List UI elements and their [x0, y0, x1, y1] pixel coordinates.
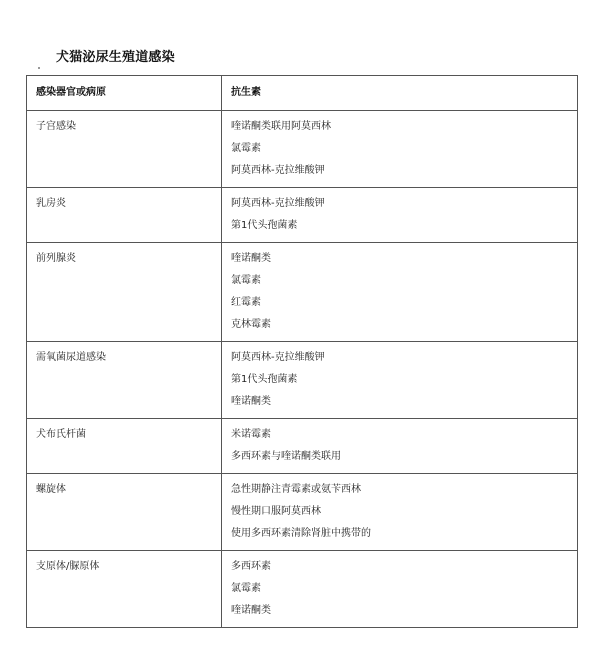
table-row [27, 342, 578, 419]
antibiotic-item: 氯霉素 [231, 583, 261, 594]
antibiotics-cell [222, 342, 578, 419]
stray-mark [38, 67, 40, 69]
table-row [27, 551, 578, 628]
antibiotic-item: 红霉素 [231, 297, 261, 308]
antibiotic-item: 喹诺酮类 [231, 396, 271, 407]
infection-cell: 支原体/脲原体 [27, 551, 222, 628]
header-antibiotics: 抗生素 [222, 76, 578, 111]
antibiotic-item: 多西环素与喹诺酮类联用 [231, 451, 341, 462]
page-title: 犬猫泌尿生殖道感染 [56, 50, 175, 65]
antibiotic-item: 阿莫西林-克拉维酸钾 [231, 352, 325, 363]
antibiotics-cell [222, 551, 578, 628]
antibiotic-item: 第1代头孢菌素 [231, 374, 298, 385]
antibiotic-item: 阿莫西林-克拉维酸钾 [231, 165, 325, 176]
table-row [27, 474, 578, 551]
table-row [27, 188, 578, 243]
infection-cell: 螺旋体 [27, 474, 222, 551]
antibiotics-cell [222, 243, 578, 342]
antibiotic-item: 阿莫西林-克拉维酸钾 [231, 198, 325, 209]
antibiotics-cell [222, 111, 578, 188]
infection-cell: 犬布氏杆菌 [27, 419, 222, 474]
antibiotic-item: 克林霉素 [231, 319, 271, 330]
antibiotic-item: 喹诺酮类联用阿莫西林 [231, 121, 331, 132]
table-body [27, 111, 578, 628]
antibiotic-item: 慢性期口服阿莫西林 [231, 506, 321, 517]
antibiotic-item: 米诺霉素 [231, 429, 271, 440]
table-header-row [27, 76, 578, 111]
antibiotics-cell [222, 419, 578, 474]
antibiotic-item: 使用多西环素清除肾脏中携带的 [231, 528, 371, 539]
antibiotic-table [26, 75, 578, 628]
infection-cell: 需氧菌尿道感染 [27, 342, 222, 419]
infection-cell: 前列腺炎 [27, 243, 222, 342]
antibiotics-cell [222, 474, 578, 551]
table-row [27, 243, 578, 342]
antibiotic-item: 第1代头孢菌素 [231, 220, 298, 231]
header-infection: 感染器官或病原 [27, 76, 222, 111]
table-row [27, 419, 578, 474]
antibiotic-item: 氯霉素 [231, 143, 261, 154]
infection-cell: 子宫感染 [27, 111, 222, 188]
antibiotic-item: 喹诺酮类 [231, 605, 271, 616]
antibiotic-item: 急性期静注青霉素或氨苄西林 [231, 484, 361, 495]
infection-cell: 乳房炎 [27, 188, 222, 243]
antibiotic-item: 喹诺酮类 [231, 253, 271, 264]
antibiotic-item: 多西环素 [231, 561, 271, 572]
table-row [27, 111, 578, 188]
antibiotic-item: 氯霉素 [231, 275, 261, 286]
antibiotics-cell [222, 188, 578, 243]
